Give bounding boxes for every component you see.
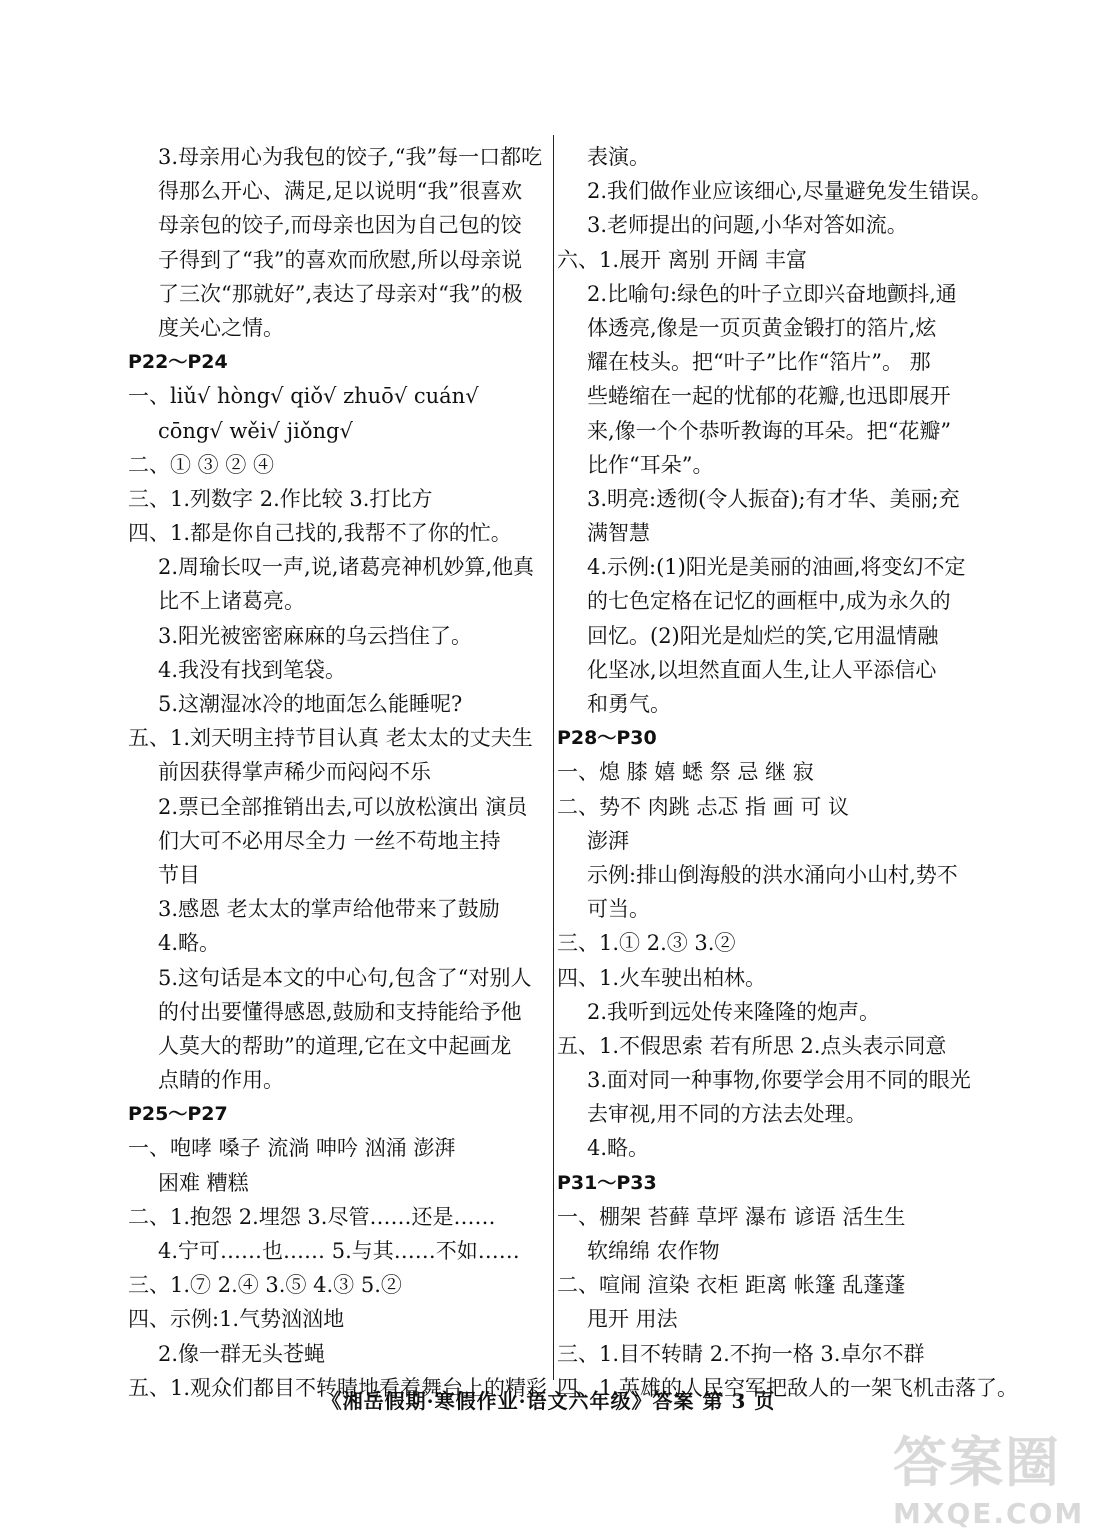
answer-line: 们大可不必用尽全力 一丝不苟地主持	[158, 828, 501, 853]
answer-line: 节目	[158, 862, 200, 887]
answer-line: 四、1.火车驶出柏林。	[557, 965, 767, 990]
answer-line: 前因获得掌声稀少而闷闷不乐	[158, 760, 431, 785]
answer-line: 二、1.抱怨 2.埋怨 3.尽管……还是……	[128, 1204, 496, 1229]
answer-line: 3.母亲用心为我包的饺子,“我”每一口都吃	[158, 145, 543, 169]
answer-line: 3.明亮:透彻(令人振奋);有才华、美丽;充	[587, 486, 960, 511]
answer-line: cōng√ wěi√ jiǒng√	[158, 418, 353, 443]
answer-line: 和勇气。	[587, 692, 671, 716]
answer-line: 软绵绵 农作物	[587, 1239, 720, 1263]
answer-line: 2.比喻句:绿色的叶子立即兴奋地颤抖,通	[587, 281, 957, 306]
answer-line: 母亲包的饺子,而母亲也因为自己包的饺	[158, 213, 522, 238]
column-divider	[553, 135, 554, 1380]
answer-line: 二、势不 肉跳 忐忑 指 画 可 议	[557, 794, 850, 819]
left-column	[128, 140, 553, 1405]
answer-line: 三、1.① 2.③ 3.②	[557, 931, 736, 956]
answer-line: 2.周瑜长叹一声,说,诸葛亮神机妙算,他真	[158, 555, 535, 580]
answer-line: 五、1.不假思索 若有所思 2.点头表示同意	[557, 1033, 947, 1058]
answer-line: 度关心之情。	[158, 315, 284, 340]
answer-line: 5.这句话是本文的中心句,包含了“对别人	[158, 965, 532, 990]
answer-line: 2.我听到远处传来隆隆的炮声。	[587, 999, 881, 1024]
answer-line: 三、1.目不转睛 2.不拘一格 3.卓尔不群	[557, 1341, 925, 1366]
answer-line: 比不上诸葛亮。	[158, 589, 305, 614]
watermark-logo	[893, 1420, 1083, 1530]
answer-line: 二、① ③ ② ④	[128, 452, 275, 477]
answer-line: 来,像一个个恭听教诲的耳朵。把“花瓣”	[587, 418, 952, 443]
answer-line: 四、1.都是你自己找的,我帮不了你的忙。	[128, 521, 512, 546]
answer-line: 五、1.刘天明主持节目认真 老太太的丈夫生	[128, 726, 533, 751]
answer-line: 3.感恩 老太太的掌声给他带来了鼓励	[158, 897, 500, 922]
answer-line: 甩开 用法	[587, 1307, 678, 1332]
answer-line: 2.像一群无头苍蝇	[158, 1341, 326, 1366]
section-heading: P28～P30	[557, 727, 657, 750]
answer-line: 一、liǔ√ hòng√ qiǒ√ zhuō√ cuán√	[128, 384, 479, 409]
answer-line: 5.这潮湿冰冷的地面怎么能睡呢?	[158, 692, 463, 716]
answer-line: 4.略。	[158, 931, 221, 956]
answer-line: 些蜷缩在一起的忧郁的花瓣,也迅即展开	[587, 384, 951, 409]
answer-line: 的付出要懂得感恩,鼓励和支持能给予他	[158, 999, 522, 1024]
answer-line: 四、示例:1.气势汹汹地	[128, 1307, 345, 1332]
answer-line: 去审视,用不同的方法去处理。	[587, 1102, 867, 1127]
watermark-sub-text: MXQE.COM	[893, 1497, 1085, 1530]
answer-line: 的七色定格在记忆的画框中,成为永久的	[587, 589, 951, 614]
section-heading: P31～P33	[557, 1171, 657, 1194]
answer-line: 可当。	[587, 897, 650, 922]
answer-line: 二、喧闹 渲染 衣柜 距离 帐篷 乱蓬蓬	[557, 1273, 906, 1298]
section-heading: P22～P24	[128, 351, 228, 374]
answer-line: 了三次“那就好”,表达了母亲对“我”的极	[158, 281, 523, 306]
answer-line: 三、1.列数字 2.作比较 3.打比方	[128, 486, 433, 511]
answer-line: 2.我们做作业应该细心,尽量避免发生错误。	[587, 179, 992, 204]
answer-line: 3.阳光被密密麻麻的乌云挡住了。	[158, 623, 473, 648]
answer-line: 一、咆哮 嗓子 流淌 呻吟 汹涌 澎湃	[128, 1136, 456, 1161]
answer-line: 4.示例:(1)阳光是美丽的油画,将变幻不定	[587, 555, 966, 580]
answer-line: 一、熄 膝 嬉 蟋 祭 忌 继 寂	[557, 760, 814, 785]
answer-line: 化坚冰,以坦然直面人生,让人平添信心	[587, 657, 937, 682]
answer-line: 4.宁可……也…… 5.与其……不如……	[158, 1239, 520, 1263]
answer-line: 3.老师提出的问题,小华对答如流。	[587, 213, 908, 238]
answer-line: 满智慧	[587, 521, 650, 546]
answer-line: 五、1.观众们都目不转睛地看着舞台上的精彩	[128, 1375, 548, 1400]
answer-line: 4.我没有找到笔袋。	[158, 657, 347, 682]
answer-line: 表演。	[587, 145, 650, 169]
right-column	[557, 140, 1019, 1405]
answer-line: 困难 糟糕	[158, 1170, 249, 1195]
answer-line: 得那么开心、满足,足以说明“我”很喜欢	[158, 179, 523, 204]
answer-line: 比作“耳朵”。	[587, 452, 714, 477]
answer-line: 子得到了“我”的喜欢而欣慰,所以母亲说	[158, 247, 523, 272]
answer-line: 六、1.展开 离别 开阔 丰富	[557, 247, 808, 272]
answer-line: 回忆。(2)阳光是灿烂的笑,它用温情融	[587, 623, 939, 648]
answer-line: 体透亮,像是一页页黄金锻打的箔片,炫	[587, 315, 937, 340]
answer-line: 人莫大的帮助”的道理,它在文中起画龙	[158, 1033, 512, 1058]
page-footer: 《湘岳假期·寒假作业·语文六年级》答案 第 3 页	[321, 1389, 776, 1413]
answer-line: 耀在枝头。把“叶子”比作“箔片”。 那	[587, 350, 931, 375]
answer-line: 示例:排山倒海般的洪水涌向小山村,势不	[587, 862, 958, 887]
answer-line: 4.略。	[587, 1136, 650, 1161]
answer-line: 3.面对同一种事物,你要学会用不同的眼光	[587, 1068, 971, 1093]
answer-line: 一、棚架 苔藓 草坪 瀑布 谚语 活生生	[557, 1204, 906, 1229]
answer-line: 澎湃	[587, 828, 629, 853]
answer-line: 点睛的作用。	[158, 1068, 284, 1093]
watermark-main-text: 答案圈	[893, 1431, 1061, 1494]
answer-line: 四、1.英雄的人民空军把敌人的一架飞机击落了。	[557, 1375, 1019, 1400]
answer-line: 2.票已全部推销出去,可以放松演出 演员	[158, 794, 528, 819]
section-heading: P25～P27	[128, 1103, 228, 1126]
answer-line: 三、1.⑦ 2.④ 3.⑤ 4.③ 5.②	[128, 1273, 402, 1298]
